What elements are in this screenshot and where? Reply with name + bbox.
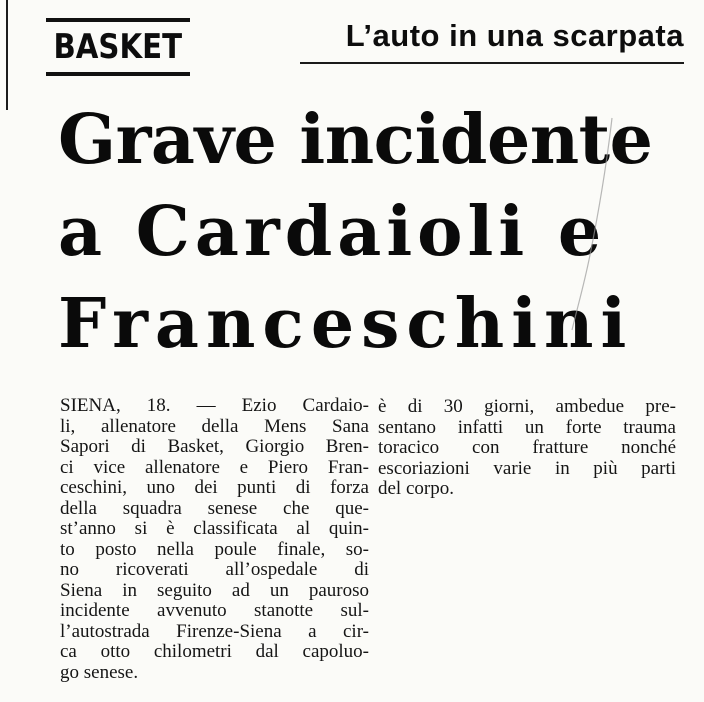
kicker-rule (300, 62, 684, 64)
article-line: ca otto chilometri dal capoluo- (60, 641, 369, 662)
article-line: ci vice allenatore e Piero Fran- (60, 456, 369, 478)
article-line: ceschini, uno dei punti di forza (60, 477, 369, 498)
kicker-headline: L’auto in una scarpata (345, 18, 684, 53)
article-line: to posto nella poule finale, so- (60, 538, 369, 560)
article-line: Sapori di Basket, Giorgio Bren- (60, 436, 369, 457)
article-line: li, allenatore della Mens Sana (60, 415, 369, 437)
article-line: SIENA, 18. — Ezio Cardaio- (60, 395, 369, 416)
article-line: sentano infatti un forte trauma (378, 416, 676, 438)
headline-line-2: a Cardaioli e (58, 192, 607, 272)
article-line: Siena in seguito ad un pauroso (60, 579, 369, 601)
article-line: del corpo. (378, 478, 454, 499)
article-line: è di 30 giorni, ambedue pre- (378, 396, 676, 417)
section-tag-label: BASKET (53, 27, 183, 67)
article-line: no ricoverati all’ospedale di (60, 559, 369, 580)
article-line: go senese. (60, 661, 139, 683)
article-line: escoriazioni varie in più parti (378, 457, 676, 479)
article-column-right (378, 397, 676, 500)
headline-line-1: Grave incidente (58, 100, 653, 180)
headline-line-3: Franceschini (58, 284, 634, 364)
article-line: toracico con fratture nonché (378, 437, 676, 458)
article-line: st’anno si è classificata al quin- (60, 518, 369, 539)
article-line: l’autostrada Firenze-Siena a cir- (60, 620, 369, 642)
article-line: della squadra senese che que- (60, 497, 369, 519)
article-line: incidente avvenuto stanotte sul- (60, 600, 369, 621)
section-tag (46, 18, 190, 76)
margin-rule (6, 0, 8, 110)
article-column-left (60, 396, 369, 683)
